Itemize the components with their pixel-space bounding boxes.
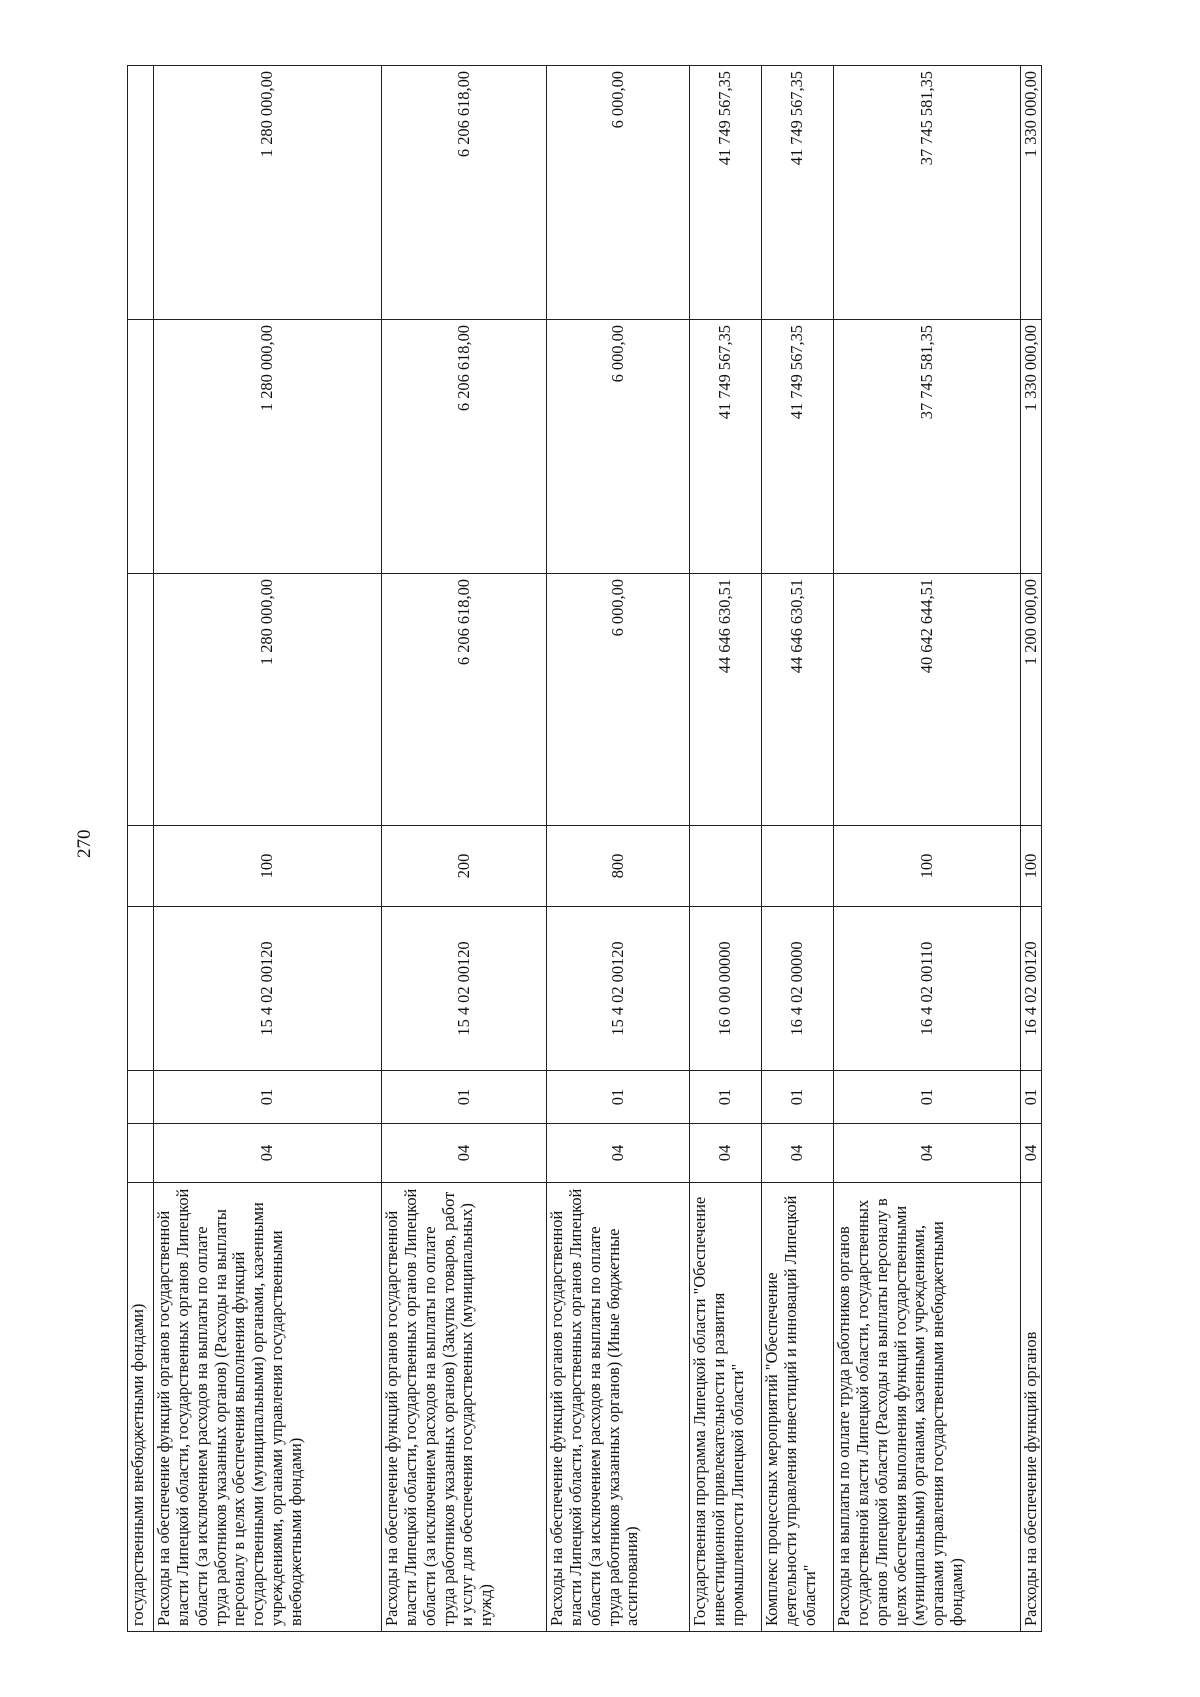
- target-article-code: 16 4 02 00120: [1021, 907, 1042, 1071]
- row-description: государственными внебюджетными фондами): [128, 1183, 154, 1632]
- section-code: 04: [690, 1124, 762, 1183]
- table-row: [547, 66, 690, 1632]
- budget-table: [127, 65, 1042, 1632]
- subsection-code: 01: [834, 1071, 1021, 1124]
- subsection-code: 01: [154, 1071, 382, 1124]
- row-description: Государственная программа Липецкой области "Обеспечение инвестиционной привлекательности и развития промышленности Липецкой области": [690, 1183, 762, 1632]
- amount-year-2: 6 000,00: [547, 320, 690, 574]
- row-description: Расходы на обеспечение функций органов государственной власти Липецкой области, государственных органов Липецкой области (за исключением расходов на выплаты по оплате труда работников указанных органов) (Закупка товаров, работ и услуг для обеспечения государственных (муниципальных) нужд): [382, 1183, 547, 1632]
- amount-year-3: 6 000,00: [547, 66, 690, 320]
- expense-type-code: 100: [834, 826, 1021, 907]
- amount-year-2: 37 745 581,35: [834, 320, 1021, 574]
- amount-year-1: 44 646 630,51: [690, 574, 762, 826]
- expense-type-code: 100: [154, 826, 382, 907]
- amount-year-1: [128, 574, 154, 826]
- table-row: [128, 66, 154, 1632]
- table-row: [762, 66, 834, 1632]
- subsection-code: 01: [547, 1071, 690, 1124]
- target-article-code: 15 4 02 00120: [382, 907, 547, 1071]
- row-description: Расходы на обеспечение функций органов государственной власти Липецкой области, государственных органов Липецкой области (за исключением расходов на выплаты по оплате труда работников указанных органов) (Расходы на выплаты персоналу в целях обеспечения выполнения функций государственными (муниципальными) органами, казенными учреждениями, органами управления государственными внебюджетными фондами): [154, 1183, 382, 1632]
- amount-year-3: 1 280 000,00: [154, 66, 382, 320]
- row-description: Расходы на выплаты по оплате труда работников органов государственной власти Липецкой области, государственных органов Липецкой области (Расходы на выплаты персоналу в целях обеспечения выполнения функций государственными (муниципальными) органами, казенными учреждениями, органами управления государственными внебюджетными фондами): [834, 1183, 1021, 1632]
- amount-year-2: 41 749 567,35: [762, 320, 834, 574]
- amount-year-1: 6 000,00: [547, 574, 690, 826]
- amount-year-2: [128, 320, 154, 574]
- amount-year-2: 6 206 618,00: [382, 320, 547, 574]
- subsection-code: [128, 1071, 154, 1124]
- amount-year-2: 41 749 567,35: [690, 320, 762, 574]
- expense-type-code: 100: [1021, 826, 1042, 907]
- amount-year-1: 44 646 630,51: [762, 574, 834, 826]
- subsection-code: 01: [690, 1071, 762, 1124]
- expense-type-code: [762, 826, 834, 907]
- section-code: [128, 1124, 154, 1183]
- target-article-code: 16 4 02 00110: [834, 907, 1021, 1071]
- page-number: 270: [74, 829, 95, 858]
- amount-year-3: 37 745 581,35: [834, 66, 1021, 320]
- target-article-code: 15 4 02 00120: [547, 907, 690, 1071]
- target-article-code: 16 0 00 00000: [690, 907, 762, 1071]
- subsection-code: 01: [382, 1071, 547, 1124]
- section-code: 04: [762, 1124, 834, 1183]
- section-code: 04: [382, 1124, 547, 1183]
- row-description: Расходы на обеспечение функций органов государственной власти Липецкой области, государственных органов Липецкой области (за исключением расходов на выплаты по оплате труда работников указанных органов) (Иные бюджетные ассигнования): [547, 1183, 690, 1632]
- amount-year-3: [128, 66, 154, 320]
- table-row: [690, 66, 762, 1632]
- amount-year-3: 6 206 618,00: [382, 66, 547, 320]
- budget-table-container: [127, 66, 1105, 1632]
- section-code: 04: [834, 1124, 1021, 1183]
- expense-type-code: [690, 826, 762, 907]
- section-code: 04: [1021, 1124, 1042, 1183]
- amount-year-1: 40 642 644,51: [834, 574, 1021, 826]
- expense-type-code: 800: [547, 826, 690, 907]
- amount-year-1: 1 280 000,00: [154, 574, 382, 826]
- amount-year-3: 41 749 567,35: [762, 66, 834, 320]
- row-description: Комплекс процессных мероприятий "Обеспечение деятельности управления инвестиций и инноваций Липецкой области": [762, 1183, 834, 1632]
- amount-year-2: 1 330 000,00: [1021, 320, 1042, 574]
- target-article-code: 16 4 02 00000: [762, 907, 834, 1071]
- amount-year-1: 1 200 000,00: [1021, 574, 1042, 826]
- table-row: [1021, 66, 1042, 1632]
- section-code: 04: [154, 1124, 382, 1183]
- subsection-code: 01: [762, 1071, 834, 1124]
- target-article-code: [128, 907, 154, 1071]
- section-code: 04: [547, 1124, 690, 1183]
- table-row: [382, 66, 547, 1632]
- amount-year-3: 1 330 000,00: [1021, 66, 1042, 320]
- expense-type-code: [128, 826, 154, 907]
- amount-year-1: 6 206 618,00: [382, 574, 547, 826]
- row-description: Расходы на обеспечение функций органов: [1021, 1183, 1042, 1632]
- target-article-code: 15 4 02 00120: [154, 907, 382, 1071]
- amount-year-3: 41 749 567,35: [690, 66, 762, 320]
- amount-year-2: 1 280 000,00: [154, 320, 382, 574]
- subsection-code: 01: [1021, 1071, 1042, 1124]
- table-row: [154, 66, 382, 1632]
- expense-type-code: 200: [382, 826, 547, 907]
- table-body: [128, 66, 1042, 1632]
- table-row: [834, 66, 1021, 1632]
